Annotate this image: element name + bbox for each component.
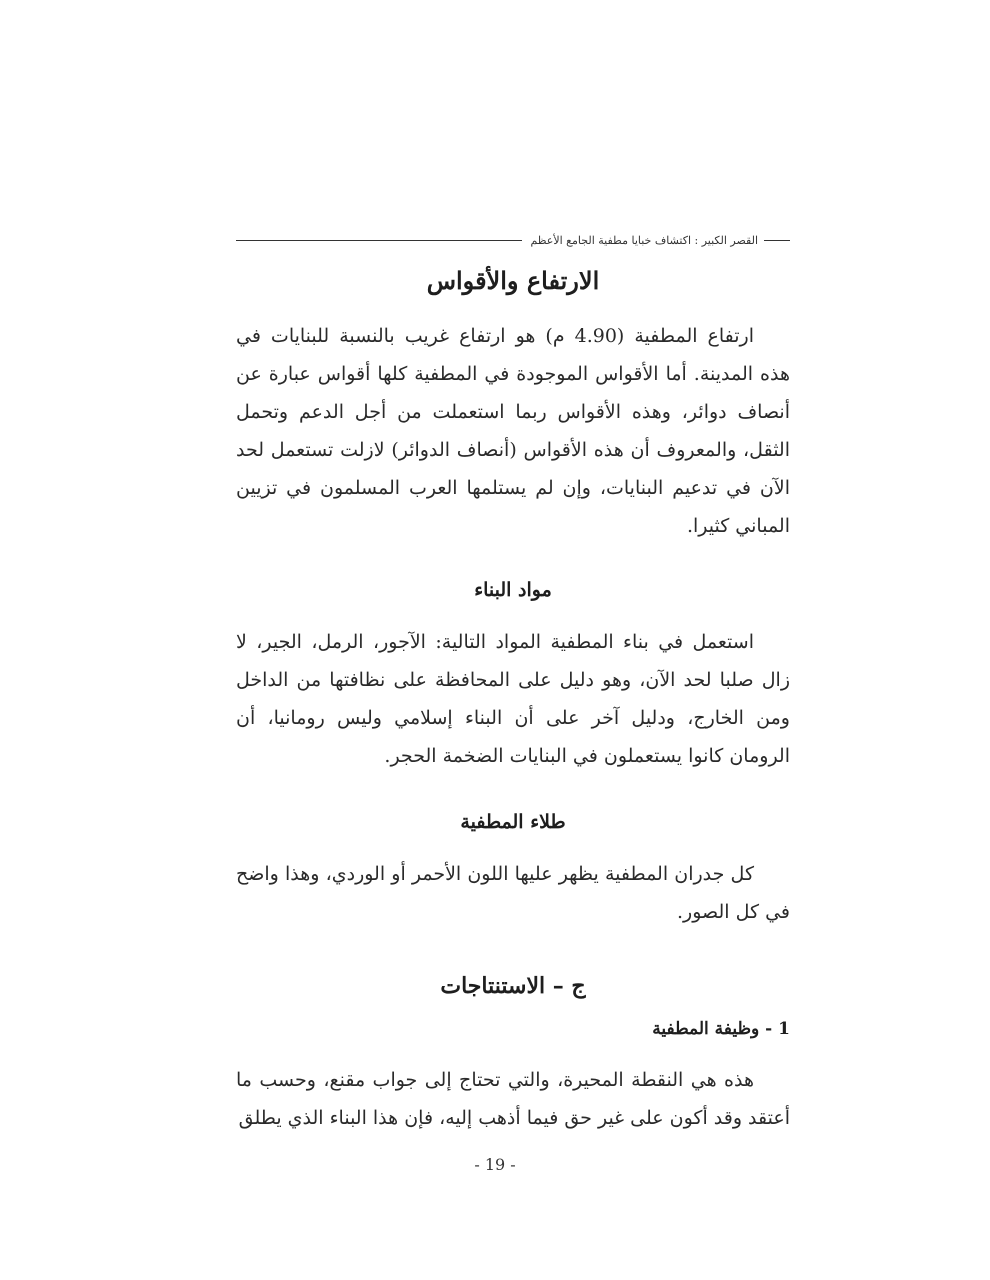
heading-cistern-paint: طلاء المطفية [460,811,566,833]
header-rule [236,240,522,241]
subheading-cistern-function: 1 - وظيفة المطفية [652,1019,790,1039]
heading-conclusions: ج – الاستنتاجات [440,973,586,999]
paragraph-building-materials: استعمل في بناء المطفية المواد التالية: الآجور، الرمل، الجير، لا زال صلبا لحد الآن، وهو دليل على المحافظة على نظافتها من الداخل ومن الخارج، ودليل آخر على أن البناء إسلامي وليس رومانيا، أن الرومان كانوا يستعملون في البنايات الضخمة الحجر. [236,631,790,767]
running-header [236,230,790,250]
heading-building-materials: مواد البناء [474,579,552,601]
paragraph-height-and-arches: ارتفاع المطفية (4.90 م) هو ارتفاع غريب بالنسبة للبنايات في هذه المدينة. أما الأقواس الموجودة في المطفية كلها أقواس عبارة عن أنصاف دوائر، وهذه الأقواس ربما استعملت من أجل الدعم وتحمل الثقل، والمعروف أن هذه الأقواس (أنصاف الدوائر) لازلت تستعمل لحد الآن في تدعيم البنايات، وإن لم يستلمها العرب المسلمون في تزيين المباني كثيرا. [236,325,790,537]
page-body [236,262,790,1137]
paragraph-cistern-function: هذه هي النقطة المحيرة، والتي تحتاج إلى جواب مقنع، وحسب ما أعتقد وقد أكون على غير حق فيما أذهب إليه، فإن هذا البناء الذي يطلق [236,1069,790,1129]
paragraph-cistern-paint: كل جدران المطفية يظهر عليها اللون الأحمر أو الوردي، وهذا واضح في كل الصور. [236,863,790,923]
running-header-text: القصر الكبير : اكتشاف خبايا مطفية الجامع الأعظم [530,233,758,247]
heading-height-and-arches: الارتفاع والأقواس [426,266,600,295]
page-number: - 19 - [474,1155,516,1174]
header-lead-rule [764,240,790,241]
